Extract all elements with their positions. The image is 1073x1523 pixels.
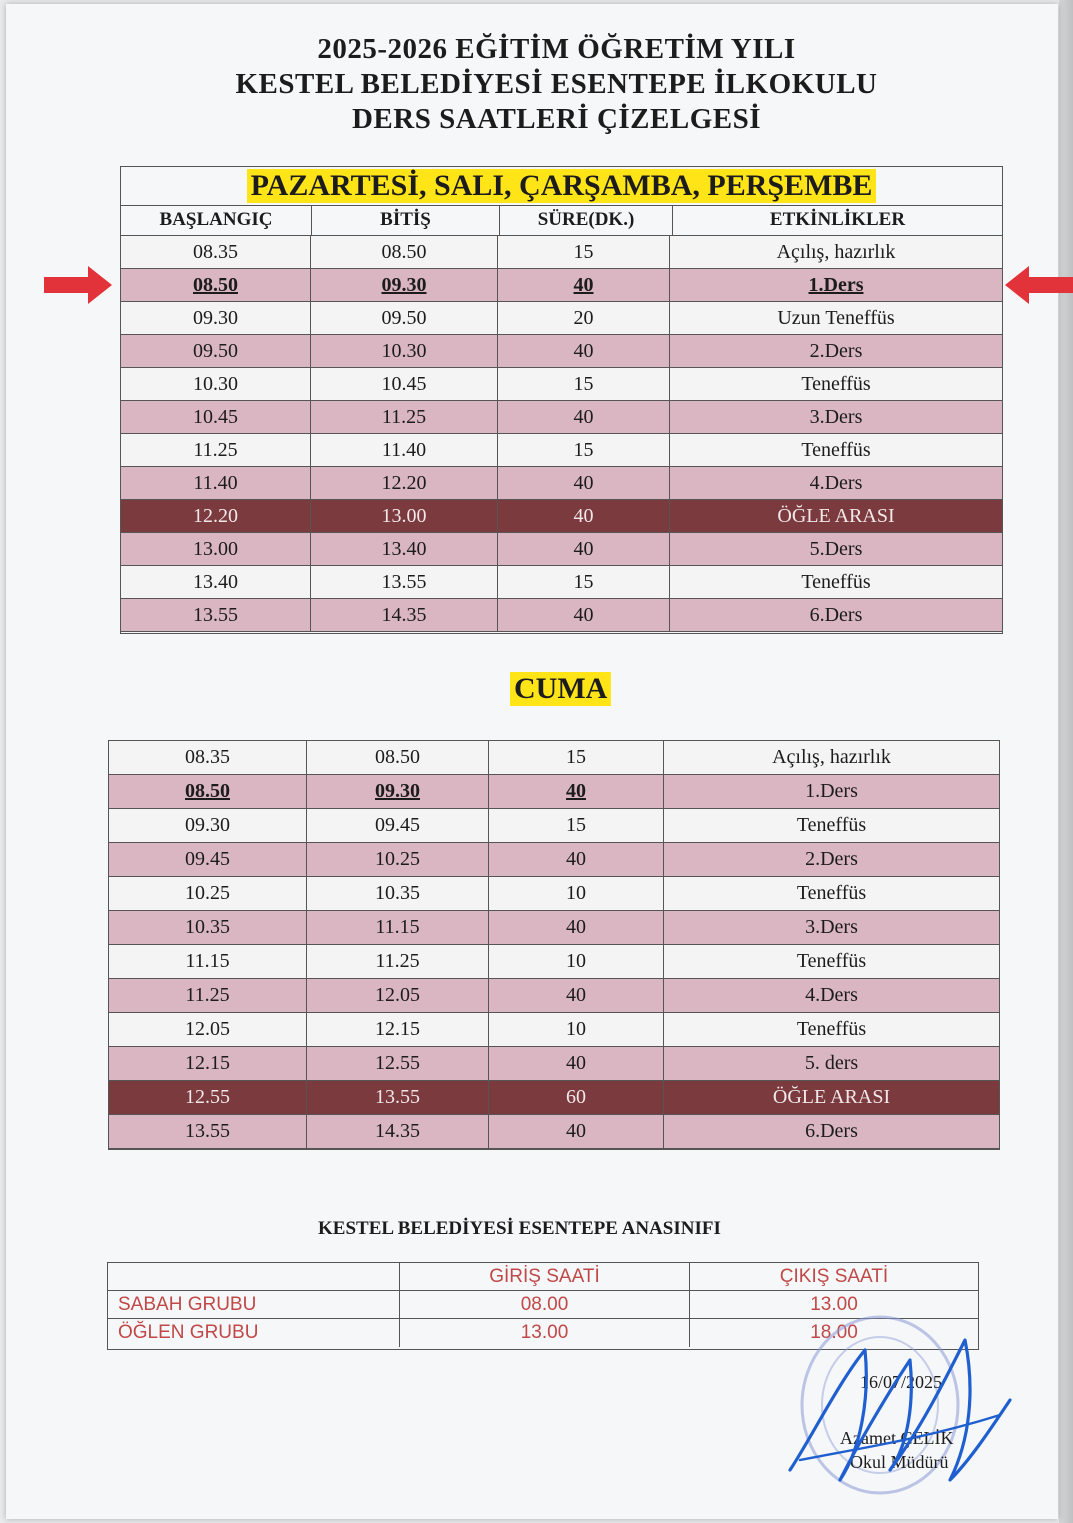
start-time: 12.15	[109, 1047, 307, 1080]
kindergarten-header-out: ÇIKIŞ SAATİ	[779, 1265, 889, 1287]
activity: Teneffüs	[796, 950, 867, 972]
friday-heading: CUMA	[510, 672, 611, 706]
start-time: 08.35	[121, 236, 311, 268]
activity: 1.Ders	[805, 780, 858, 802]
principal-name: Azamet ÇELİK	[840, 1428, 954, 1448]
duration: 40	[498, 467, 670, 499]
activity: 2.Ders	[805, 848, 858, 870]
activity: 4.Ders	[809, 471, 863, 494]
schedule-row	[121, 236, 1002, 269]
schedule-row	[109, 843, 999, 877]
weekday-heading-row	[121, 169, 1002, 206]
duration: 10	[489, 877, 664, 910]
duration: 15	[498, 434, 670, 466]
end-time: 09.30	[311, 269, 498, 301]
kindergarten-header	[108, 1263, 978, 1291]
end-time: 14.35	[311, 599, 498, 631]
schedule-row	[109, 1047, 999, 1081]
start-time: 09.45	[109, 843, 307, 876]
activity: Teneffüs	[796, 814, 867, 836]
activity: 3.Ders	[809, 405, 863, 428]
start-time: 09.50	[121, 335, 311, 367]
weekday-heading: PAZARTESİ, SALI, ÇARŞAMBA, PERŞEMBE	[247, 169, 877, 203]
duration: 40	[498, 599, 670, 631]
column-header-duration: SÜRE(DK.)	[500, 205, 673, 235]
end-time: 13.55	[311, 566, 498, 598]
end-time: 11.25	[311, 401, 498, 433]
column-header-start: BAŞLANGIÇ	[121, 205, 312, 235]
start-time: 11.25	[109, 979, 307, 1012]
activity: ÖĞLE ARASI	[777, 504, 895, 527]
duration: 15	[489, 741, 664, 774]
duration: 40	[489, 775, 664, 808]
start-time: 12.05	[109, 1013, 307, 1046]
duration: 15	[498, 566, 670, 598]
handwritten-signature	[770, 1320, 1020, 1490]
start-time: 08.50	[109, 775, 307, 808]
title-schedule: DERS SAATLERİ ÇİZELGESİ	[351, 103, 762, 135]
schedule-row	[109, 1013, 999, 1047]
activity: Teneffüs	[801, 570, 871, 593]
column-header-end: BİTİŞ	[312, 205, 500, 235]
start-time: 13.40	[121, 566, 311, 598]
start-time: 08.50	[121, 269, 311, 301]
group-name: SABAH GRUBU	[108, 1291, 400, 1318]
schedule-row	[121, 434, 1002, 467]
end-time: 09.50	[311, 302, 498, 334]
entry-time: 13.00	[400, 1319, 690, 1347]
activity: Teneffüs	[796, 882, 867, 904]
activity: 6.Ders	[805, 1120, 858, 1142]
start-time: 13.00	[121, 533, 311, 565]
duration: 40	[498, 269, 670, 301]
start-time: 12.55	[109, 1081, 307, 1114]
start-time: 10.25	[109, 877, 307, 910]
arrow-right-icon	[44, 266, 112, 304]
start-time: 09.30	[121, 302, 311, 334]
activity: 4.Ders	[805, 984, 858, 1006]
schedule-row	[121, 467, 1002, 500]
activity: 3.Ders	[805, 916, 858, 938]
duration: 10	[489, 945, 664, 978]
exit-time: 18.00	[810, 1322, 858, 1343]
activity: Uzun Teneffüs	[777, 306, 895, 329]
activity: 5. ders	[804, 1052, 859, 1074]
activity: Teneffüs	[801, 438, 871, 461]
duration: 40	[498, 335, 670, 367]
schedule-row	[109, 775, 999, 809]
schedule-row	[121, 368, 1002, 401]
page-edge	[1059, 0, 1073, 1523]
schedule-row	[109, 945, 999, 979]
friday-heading-wrap	[510, 672, 611, 706]
activity: 2.Ders	[809, 339, 863, 362]
end-time: 11.25	[307, 945, 489, 978]
end-time: 08.50	[311, 236, 498, 268]
duration: 20	[498, 302, 670, 334]
activity: 1.Ders	[808, 273, 864, 296]
start-time: 10.35	[109, 911, 307, 944]
activity: Açılış, hazırlık	[776, 240, 896, 263]
group-name: ÖĞLEN GRUBU	[108, 1319, 400, 1347]
end-time: 12.15	[307, 1013, 489, 1046]
start-time: 08.35	[109, 741, 307, 774]
duration: 40	[489, 1115, 664, 1148]
duration: 60	[489, 1081, 664, 1114]
end-time: 09.30	[307, 775, 489, 808]
end-time: 10.45	[311, 368, 498, 400]
end-time: 13.55	[307, 1081, 489, 1114]
end-time: 10.35	[307, 877, 489, 910]
duration: 40	[498, 533, 670, 565]
friday-schedule-table	[108, 740, 1000, 1150]
start-time: 09.30	[109, 809, 307, 842]
duration: 40	[489, 1047, 664, 1080]
schedule-row	[109, 877, 999, 911]
kindergarten-header-in: GİRİŞ SAATİ	[400, 1263, 690, 1290]
schedule-row	[109, 979, 999, 1013]
table-header	[121, 205, 1002, 236]
end-time: 12.55	[307, 1047, 489, 1080]
activity: Teneffüs	[801, 372, 871, 395]
end-time: 10.30	[311, 335, 498, 367]
schedule-row	[109, 911, 999, 945]
start-time: 10.45	[121, 401, 311, 433]
weekday-schedule-table	[120, 166, 1003, 634]
end-time: 12.05	[307, 979, 489, 1012]
schedule-row	[109, 1081, 999, 1115]
duration: 15	[498, 236, 670, 268]
end-time: 13.00	[311, 500, 498, 532]
schedule-row	[121, 566, 1002, 599]
start-time: 12.20	[121, 500, 311, 532]
end-time: 14.35	[307, 1115, 489, 1148]
end-time: 13.40	[311, 533, 498, 565]
schedule-row	[109, 1115, 999, 1149]
schedule-row	[121, 533, 1002, 566]
activity: ÖĞLE ARASI	[772, 1086, 891, 1108]
activity: 6.Ders	[809, 603, 863, 626]
column-header-activity: ETKİNLİKLER	[769, 209, 906, 230]
exit-time: 13.00	[810, 1293, 858, 1315]
duration: 40	[498, 401, 670, 433]
principal-title: Okul Müdürü	[850, 1452, 949, 1472]
duration: 40	[498, 500, 670, 532]
signature-date: 16/07/2025	[860, 1372, 943, 1392]
start-time: 13.55	[121, 599, 311, 631]
schedule-row	[121, 302, 1002, 335]
end-time: 10.25	[307, 843, 489, 876]
entry-time: 08.00	[400, 1291, 690, 1318]
activity: Açılış, hazırlık	[772, 746, 891, 768]
title-year: 2025-2026 EĞİTİM ÖĞRETİM YILI	[317, 33, 796, 65]
duration: 15	[498, 368, 670, 400]
start-time: 11.15	[109, 945, 307, 978]
kindergarten-heading: KESTEL BELEDİYESİ ESENTEPE ANASINIFI	[318, 1218, 721, 1239]
duration: 40	[489, 911, 664, 944]
end-time: 09.45	[307, 809, 489, 842]
start-time: 13.55	[109, 1115, 307, 1148]
duration: 10	[489, 1013, 664, 1046]
activity: Teneffüs	[796, 1018, 867, 1040]
schedule-row	[109, 809, 999, 843]
start-time: 11.40	[121, 467, 311, 499]
friday-rows	[109, 741, 999, 1149]
title-school: KESTEL BELEDİYESİ ESENTEPE İLKOKULU	[235, 68, 878, 100]
activity: 5.Ders	[809, 537, 863, 560]
weekday-rows	[121, 236, 1002, 632]
schedule-row	[121, 401, 1002, 434]
duration: 40	[489, 979, 664, 1012]
schedule-row	[121, 269, 1002, 302]
end-time: 08.50	[307, 741, 489, 774]
duration: 15	[489, 809, 664, 842]
start-time: 10.30	[121, 368, 311, 400]
duration: 40	[489, 843, 664, 876]
start-time: 11.25	[121, 434, 311, 466]
schedule-row	[121, 335, 1002, 368]
schedule-row	[109, 741, 999, 775]
end-time: 11.40	[311, 434, 498, 466]
schedule-row	[121, 500, 1002, 533]
schedule-row	[121, 599, 1002, 632]
arrow-left-icon	[1005, 266, 1073, 304]
kindergarten-header-group	[108, 1263, 400, 1290]
end-time: 12.20	[311, 467, 498, 499]
end-time: 11.15	[307, 911, 489, 944]
